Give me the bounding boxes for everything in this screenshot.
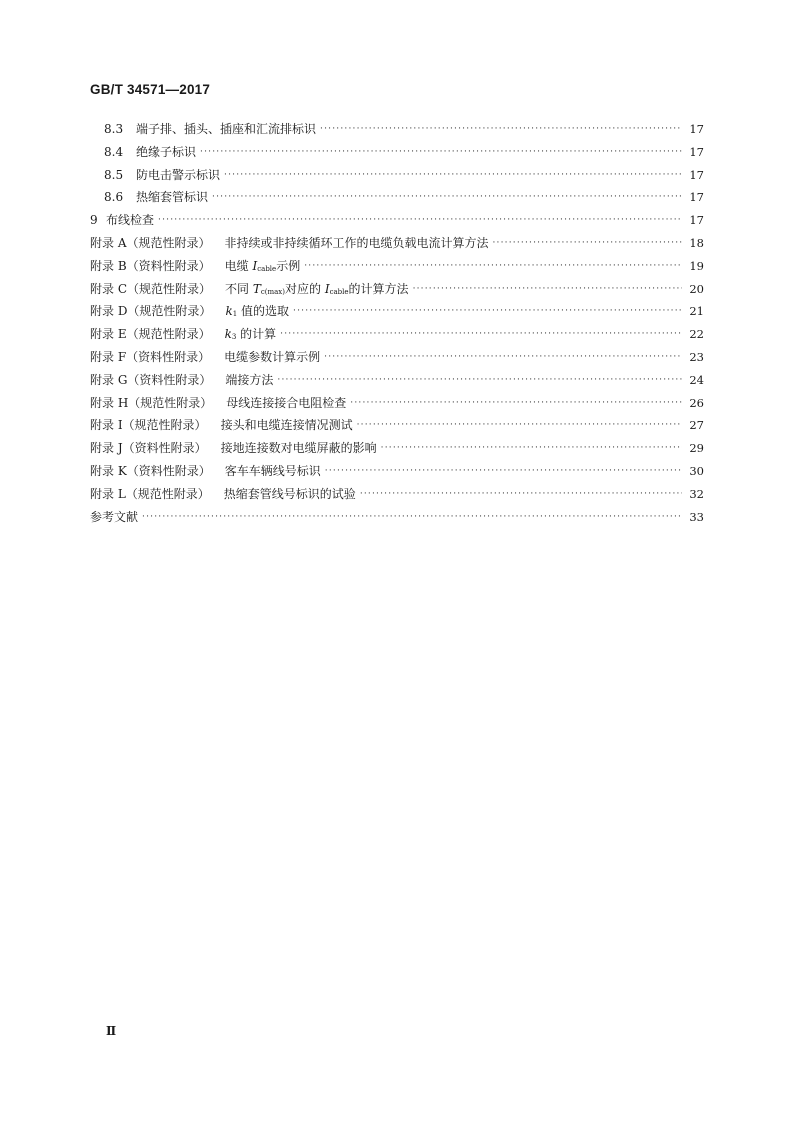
- math-subscript: cable: [257, 264, 277, 273]
- toc-entry-number: 9: [90, 213, 98, 228]
- toc-entry-page: 29: [689, 441, 704, 456]
- dot-leader: [142, 506, 682, 529]
- title-text: 电缆: [224, 258, 253, 273]
- toc-entry-number: 8.3: [104, 122, 124, 136]
- toc-entry-title: [225, 278, 409, 301]
- math-subscript: 1: [232, 310, 238, 319]
- toc-entry-8-6[interactable]: [90, 186, 704, 209]
- toc-entry-title: 非持续或非持续循环工作的电缆负载电流计算方法: [224, 235, 489, 250]
- table-of-contents: [90, 118, 704, 528]
- toc-entry-title: 布线检查: [106, 213, 155, 228]
- toc-entry-title: 端接方法: [225, 372, 274, 387]
- toc-entry-title: 接头和电缆连接情况测试: [220, 418, 353, 433]
- math-variable: k: [224, 327, 232, 342]
- dot-leader: [200, 141, 682, 164]
- math-variable: T: [252, 281, 261, 296]
- title-text: 的计算: [236, 327, 277, 342]
- title-text: 不同: [225, 281, 253, 296]
- math-subscript: cable: [329, 287, 349, 296]
- toc-entry-number: 8.6: [104, 190, 124, 205]
- dot-leader: [158, 209, 682, 232]
- dot-leader: [304, 255, 682, 278]
- appendix-label: 附录 E（规范性附录）: [90, 327, 211, 342]
- toc-entry-title: 母线连接接合电阻检查: [226, 395, 347, 410]
- title-text: 示例: [276, 258, 301, 273]
- appendix-label: 附录 C（规范性附录）: [90, 281, 211, 296]
- toc-entry-appendix-h[interactable]: [90, 392, 704, 415]
- appendix-label: 附录 B（资料性附录）: [90, 258, 211, 273]
- toc-entry-page: 18: [689, 235, 704, 250]
- toc-entry-page: 17: [689, 167, 704, 182]
- appendix-label: 附录 L（规范性附录）: [90, 486, 210, 501]
- toc-entry-page: 30: [689, 463, 704, 478]
- toc-entry-appendix-e[interactable]: [90, 323, 704, 346]
- dot-leader: [324, 346, 682, 369]
- toc-entry-page: 19: [689, 258, 704, 273]
- appendix-label: 附录 H（规范性附录）: [90, 395, 213, 410]
- appendix-label: 附录 K（资料性附录）: [90, 463, 211, 478]
- toc-entry-page: 17: [689, 213, 704, 228]
- toc-entry-page: 17: [689, 122, 704, 136]
- toc-entry-appendix-a[interactable]: [90, 232, 704, 255]
- toc-entry-8-5[interactable]: [90, 164, 704, 187]
- appendix-label: 附录 G（资料性附录）: [90, 372, 212, 387]
- math-variable: I: [252, 258, 258, 273]
- toc-entry-appendix-j[interactable]: [90, 437, 704, 460]
- toc-entry-title: 电缆参数计算示例: [224, 349, 321, 364]
- dot-leader: [413, 278, 682, 301]
- toc-entry-appendix-c[interactable]: [90, 278, 704, 301]
- title-text: 对应的: [285, 281, 325, 296]
- toc-entry-page: 33: [689, 509, 704, 524]
- dot-leader: [224, 164, 682, 187]
- toc-entry-page: 23: [689, 349, 704, 364]
- page-number: Ⅱ: [106, 1024, 117, 1038]
- toc-entry-page: 26: [689, 395, 704, 410]
- dot-leader: [360, 483, 682, 506]
- toc-entry-appendix-d[interactable]: [90, 300, 704, 323]
- toc-entry-page: 21: [689, 304, 704, 319]
- dot-leader: [350, 392, 682, 415]
- toc-entry-title: 客车车辆线号标识: [224, 463, 321, 478]
- toc-entry-appendix-f[interactable]: [90, 346, 704, 369]
- dot-leader: [325, 460, 682, 483]
- toc-entry-number: 8.4: [104, 144, 124, 159]
- toc-entry-8-4[interactable]: [90, 141, 704, 164]
- toc-entry-title: 热缩套管标识: [136, 190, 209, 205]
- toc-entry-appendix-i[interactable]: [90, 414, 704, 437]
- toc-entry-title: 热缩套管线号标识的试验: [223, 486, 356, 501]
- toc-entry-title: [225, 255, 301, 278]
- toc-entry-appendix-l[interactable]: [90, 483, 704, 506]
- dot-leader: [293, 300, 682, 323]
- toc-entry-page: 27: [689, 418, 704, 433]
- toc-entry-title: 防电击警示标识: [136, 167, 221, 182]
- dot-leader: [320, 118, 682, 141]
- toc-entry-appendix-k[interactable]: [90, 460, 704, 483]
- toc-entry-page: 20: [689, 281, 704, 296]
- dot-leader: [493, 232, 683, 255]
- toc-entry-appendix-b[interactable]: [90, 255, 704, 278]
- toc-entry-title: 端子排、插头、插座和汇流排标识: [136, 122, 317, 136]
- toc-entry-page: 17: [689, 144, 704, 159]
- dot-leader: [280, 323, 682, 346]
- appendix-label: 附录 F（资料性附录）: [90, 349, 211, 364]
- appendix-label: 附录 D（规范性附录）: [90, 304, 212, 319]
- appendix-label: 附录 A（规范性附录）: [90, 235, 211, 250]
- toc-entry-8-3[interactable]: [90, 118, 704, 141]
- dot-leader: [357, 414, 682, 437]
- toc-entry-9[interactable]: [90, 209, 704, 232]
- toc-entry-page: 24: [689, 372, 704, 387]
- math-variable: k: [225, 304, 233, 319]
- dot-leader: [212, 186, 682, 209]
- dot-leader: [277, 369, 682, 392]
- toc-entry-title: [225, 300, 289, 323]
- toc-entry-appendix-g[interactable]: [90, 369, 704, 392]
- toc-entry-title: 绝缘子标识: [136, 144, 197, 159]
- document-id: GB/T 34571—2017: [90, 82, 211, 97]
- toc-entry-title: 参考文献: [90, 509, 139, 524]
- toc-entry-page: 17: [689, 190, 704, 205]
- toc-entry-title: [225, 323, 277, 346]
- toc-entry-number: 8.5: [104, 167, 124, 182]
- appendix-label: 附录 I（规范性附录）: [90, 418, 207, 433]
- title-text: 值的选取: [237, 304, 290, 319]
- appendix-label: 附录 J（资料性附录）: [90, 441, 207, 456]
- toc-entry-references[interactable]: [90, 506, 704, 529]
- toc-entry-page: 22: [689, 327, 704, 342]
- math-variable: I: [324, 281, 330, 296]
- toc-entry-page: 32: [689, 486, 704, 501]
- toc-entry-title: 接地连接数对电缆屏蔽的影响: [220, 441, 377, 456]
- title-text: 的计算方法: [348, 281, 409, 296]
- dot-leader: [381, 437, 682, 460]
- math-subscript: 3: [231, 333, 237, 342]
- math-subscript: c(max): [260, 287, 285, 296]
